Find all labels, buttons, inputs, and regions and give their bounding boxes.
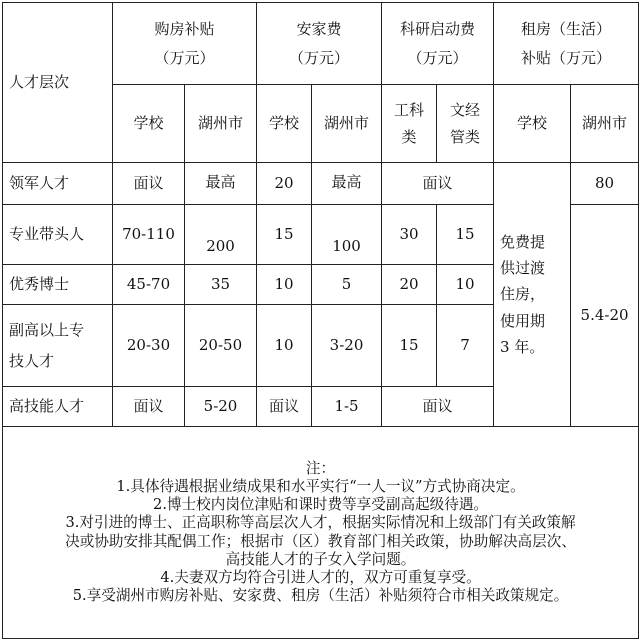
cell-house-school: 面议 [113, 387, 185, 427]
cell-research-engineering: 30 [382, 205, 437, 265]
header-talent-level: 人才层次 [3, 3, 113, 163]
note-item: 2.博士校内岗位津贴和课时费等享受副高起级待遇。 [153, 496, 489, 514]
cell-house-school: 70-110 [113, 205, 185, 265]
header-rent-subsidy [494, 3, 639, 85]
header-research-liberal-arts [437, 85, 494, 163]
row-label-associate-senior-line2: 技人才 [9, 351, 55, 370]
cell-house-huzhou: 5-20 [185, 387, 257, 427]
cell-settle-huzhou: 100 [312, 205, 382, 265]
note-item: 4.夫妻双方均符合引进人才的，双方可重复享受。 [160, 568, 481, 586]
header-house-huzhou: 湖州市 [185, 85, 257, 163]
header-house-school: 学校 [113, 85, 185, 163]
cell-research-liberal-arts: 10 [437, 265, 494, 305]
table-row [3, 163, 639, 205]
cell-rent-school [494, 163, 571, 427]
cell-house-school: 面议 [113, 163, 185, 205]
rent-school-line1: 免费提 [500, 232, 546, 251]
cell-settle-huzhou: 5 [312, 265, 382, 305]
cell-house-huzhou: 最高 [185, 163, 257, 205]
header-rent-subsidy-unit: 补贴（万元） [521, 48, 612, 67]
cell-house-school: 45-70 [113, 265, 185, 305]
row-label-associate-senior [3, 305, 113, 387]
header-housing-subsidy-unit: （万元） [154, 48, 215, 67]
header-settling-fee [257, 3, 382, 85]
header-research-liberal-arts-line2: 管类 [450, 127, 481, 146]
cell-settle-huzhou: 1-5 [312, 387, 382, 427]
cell-settle-school: 15 [257, 205, 312, 265]
header-housing-subsidy-title: 购房补贴 [154, 19, 215, 38]
cell-settle-school: 10 [257, 265, 312, 305]
cell-settle-school: 面议 [257, 387, 312, 427]
cell-rent-huzhou: 80 [571, 163, 639, 205]
cell-research-engineering: 20 [382, 265, 437, 305]
cell-house-school: 20-30 [113, 305, 185, 387]
cell-settle-huzhou: 最高 [312, 163, 382, 205]
rent-school-line2: 供过渡 [500, 259, 546, 278]
row-label-outstanding-phd: 优秀博士 [3, 265, 113, 305]
cell-settle-school: 20 [257, 163, 312, 205]
header-research-engineering-line1: 工科 [394, 100, 425, 119]
notes-section [3, 427, 639, 639]
header-settle-school: 学校 [257, 85, 312, 163]
row-label-discipline-leader: 专业带头人 [3, 205, 113, 265]
header-rent-school: 学校 [494, 85, 571, 163]
cell-settle-huzhou: 3-20 [312, 305, 382, 387]
rent-school-line5: 3 年。 [500, 337, 545, 356]
header-research-fund-title: 科研启动费 [400, 19, 476, 38]
note-item: 决或协助安排其配偶工作；根据市（区）教育部门相关政策，协助解决高层次、 [65, 532, 576, 550]
talent-policy-table [2, 2, 639, 639]
cell-house-huzhou: 35 [185, 265, 257, 305]
cell-research: 面议 [382, 163, 494, 205]
row-label-associate-senior-line1: 副高以上专 [9, 320, 85, 339]
header-research-fund [382, 3, 494, 85]
row-label-high-skill: 高技能人才 [3, 387, 113, 427]
header-research-liberal-arts-line1: 文经 [450, 100, 481, 119]
cell-research: 面议 [382, 387, 494, 427]
rent-school-line3: 住房， [500, 285, 546, 304]
header-settling-fee-unit: （万元） [289, 48, 350, 67]
header-rent-huzhou: 湖州市 [571, 85, 639, 163]
header-research-fund-unit: （万元） [407, 48, 468, 67]
row-label-leading-talent: 领军人才 [3, 163, 113, 205]
note-item: 3.对引进的博士、正高职称等高层次人才，根据实际情况和上级部门有关政策解 [65, 514, 576, 532]
cell-house-huzhou: 20-50 [185, 305, 257, 387]
cell-research-liberal-arts: 7 [437, 305, 494, 387]
cell-rent-huzhou-range: 5.4-20 [571, 205, 639, 427]
note-item: 高技能人才的子女入学问题。 [225, 550, 416, 568]
cell-house-huzhou: 200 [185, 205, 257, 265]
header-rent-subsidy-title: 租房（生活） [521, 19, 612, 38]
rent-school-line4: 使用期 [500, 311, 546, 330]
cell-research-engineering: 15 [382, 305, 437, 387]
cell-research-liberal-arts: 15 [437, 205, 494, 265]
header-research-engineering [382, 85, 437, 163]
notes-title: 注： [305, 459, 336, 477]
header-housing-subsidy [113, 3, 257, 85]
cell-settle-school: 10 [257, 305, 312, 387]
header-settling-fee-title: 安家费 [296, 19, 342, 38]
note-item: 1.具体待遇根据业绩成果和水平实行“一人一议”方式协商决定。 [116, 477, 525, 495]
note-item: 5.享受湖州市购房补贴、安家费、租房（生活）补贴须符合市相关政策规定。 [72, 587, 569, 605]
notes-row [3, 427, 639, 639]
header-settle-huzhou: 湖州市 [312, 85, 382, 163]
header-research-engineering-line2: 类 [401, 127, 417, 146]
